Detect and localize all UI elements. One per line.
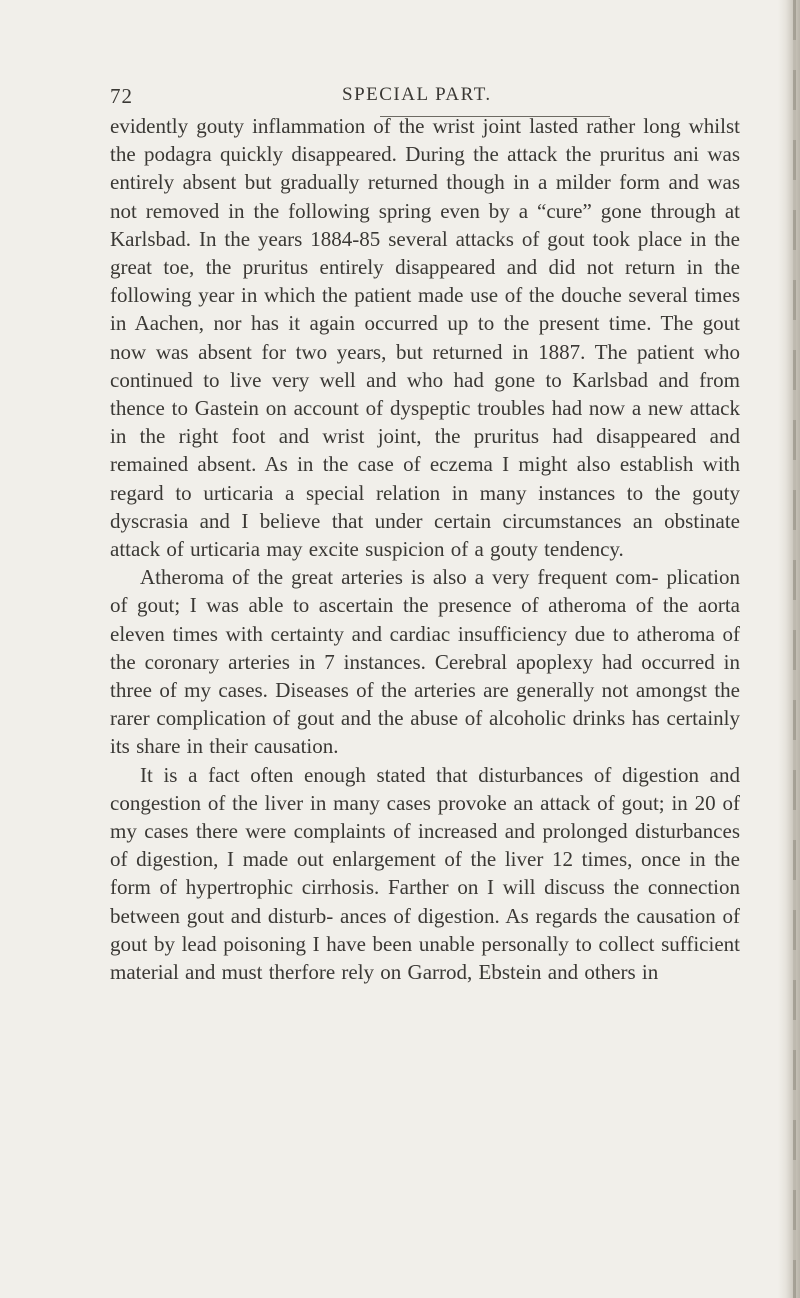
paragraph: It is a fact often enough stated that disturbances of digestion and congestion of the liver in many cases provoke an attack of gout; in 20 of my cases there were complaints of increased and prolonged disturbances of digestion, I made out enlargement of the liver 12 times, once in the form of hypertrophic cirrhosis. Farther on I will discuss the connection between gout and disturb- ances of digestion. As regards the causation of gout by lead poisoning I have been unable personally to collect sufficient material and must therfore rely on Garrod, Ebstein and others in — [110, 762, 740, 985]
paragraph: evidently gouty inflammation of the wrist joint lasted rather long whilst the podagra quickly disappeared. During the attack the pruritus ani was entirely absent but gradually returned though in a milder form and was not removed in the following spring even by a “cure” gone through at Karlsbad. In the years 1884-85 several attacks of gout took place in the great toe, the pruritus entirely disappeared and did not return in the following year in which the patient made use of the douche several times in Aachen, nor has it again occurred up to the present time. The gout now was absent for two years, but returned in 1887. The patient who continued to live very well and who had gone to Karlsbad and from thence to Gastein on account of dyspeptic troubles had now a new attack in the right foot and wrist joint, the pruritus had disappeared and remained absent. As in the case of eczema I might also establish with regard to urticaria a special relation in many instances to the gouty dyscrasia and I believe that under certain circumstances an obstinate attack of urticaria may excite suspicion of a gouty tendency. — [110, 114, 740, 562]
body-text — [110, 112, 740, 986]
running-head — [110, 84, 730, 110]
paragraph: Atheroma of the great arteries is also a very frequent com- plication of gout; I was able to ascertain the presence of atheroma of the aorta eleven times with certainty and cardiac insufficiency due to atheroma of the coronary arteries in 7 instances. Cerebral apoplexy had occurred in three of my cases. Diseases of the arteries are generally not amongst the rarer complication of gout and the abuse of alcoholic drinks has certainly its share in their causation. — [110, 565, 740, 759]
running-title: SPECIAL PART. — [342, 84, 492, 105]
page-edge-shadow — [778, 0, 800, 1298]
page-number: 72 — [110, 84, 133, 108]
